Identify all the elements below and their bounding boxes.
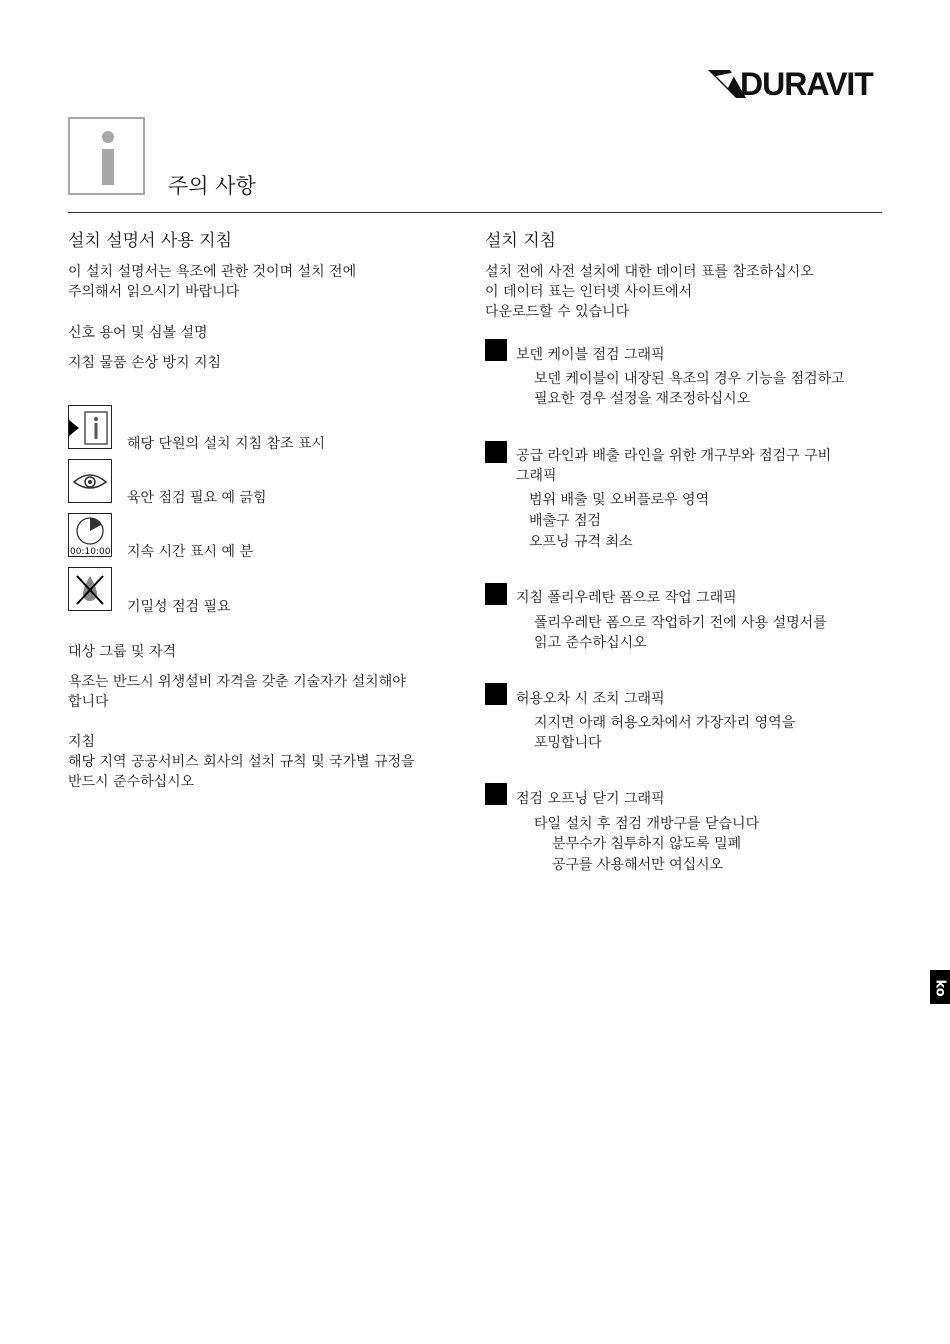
language-tab (930, 970, 950, 1004)
graphic-placeholder-1 (485, 339, 507, 361)
install-intro-3: 다운로드할 수 있습니다 (485, 304, 630, 320)
symbol-label-leak: 기밀성 점검 필요 (127, 599, 231, 615)
graphic-placeholder-4 (485, 683, 507, 705)
signals-heading: 신호 용어 및 심볼 설명 (68, 325, 208, 341)
graphic-placeholder-2 (485, 441, 507, 463)
no-leak-icon (68, 567, 112, 611)
item-4-line-1: 지지면 아래 허용오차에서 가장자리 영역을 (534, 715, 796, 731)
item-3-line-1: 폴리우레탄 폼으로 작업하기 전에 사용 설명서를 (534, 615, 827, 631)
item-1-line-2: 필요한 경우 설정을 재조정하십시오 (534, 391, 751, 407)
intro-line-2: 주의해서 읽으시기 바랍니다 (68, 284, 240, 300)
item-title-3: 지침 폴리우레탄 폼으로 작업 그래픽 (516, 590, 737, 606)
item-2-line-2: 배출구 점검 (529, 513, 602, 529)
item-2-line-3: 오프닝 규격 최소 (529, 534, 633, 550)
item-title-2b: 그래픽 (516, 468, 557, 484)
graphic-placeholder-3 (485, 583, 507, 605)
item-title-2: 공급 라인과 배출 라인을 위한 개구부와 점검구 구비 (516, 448, 832, 464)
symbol-label-clock: 지속 시간 표시 예 분 (127, 544, 253, 560)
note-line-2: 반드시 준수하십시오 (68, 774, 195, 790)
item-title-5: 점검 오프닝 닫기 그래픽 (516, 791, 665, 807)
item-5-line-2: 분무수가 침투하지 않도록 밀폐 (552, 836, 742, 852)
usage-heading: 설치 설명서 사용 지침 (68, 231, 233, 251)
info-icon (68, 117, 145, 195)
install-heading: 설치 지침 (485, 231, 557, 251)
item-title-4: 허용오차 시 조치 그래픽 (516, 691, 665, 707)
installation-reference-icon (68, 405, 112, 449)
install-intro-2: 이 데이터 표는 인터넷 사이트에서 (485, 284, 693, 300)
logo-text: DURAVIT (740, 66, 873, 102)
eye-icon (68, 459, 112, 503)
item-title-1: 보덴 케이블 점검 그래픽 (516, 347, 665, 363)
duravit-logo (706, 62, 890, 102)
item-5-line-3: 공구를 사용해서만 여십시오 (552, 857, 724, 873)
item-1-line-1: 보덴 케이블이 내장된 욕조의 경우 기능을 점검하고 (534, 371, 845, 387)
symbol-label-eye: 육안 점검 필요 예 긁힘 (127, 490, 267, 506)
item-5-line-1: 타일 설치 후 점검 개방구를 닫습니다 (534, 816, 760, 832)
clock-time: 00:10:00 (70, 547, 111, 556)
language-code: ko (932, 979, 948, 997)
target-line-1: 욕조는 반드시 위생설비 자격을 갖춘 기술자가 설치해야 (68, 674, 406, 690)
note-label: 지침 (68, 734, 96, 750)
intro-line-1: 이 설치 설명서는 욕조에 관한 것이며 설치 전에 (68, 264, 357, 280)
graphic-placeholder-5 (485, 783, 507, 805)
item-3-line-2: 읽고 준수하십시오 (534, 635, 647, 651)
item-2-line-1: 범위 배출 및 오버플로우 영역 (529, 492, 710, 508)
header-divider (68, 212, 882, 213)
item-4-line-2: 포밍합니다 (534, 735, 602, 751)
target-heading: 대상 그룹 및 자격 (68, 644, 177, 660)
clock-icon (68, 513, 112, 557)
note-line-1: 해당 지역 공공서비스 회사의 설치 규칙 및 국가별 규정을 (68, 754, 415, 770)
install-intro-1: 설치 전에 사전 설치에 대한 데이터 표를 참조하십시오 (485, 264, 814, 280)
signal-row: 지침 물품 손상 방지 지침 (68, 355, 222, 371)
target-line-2: 합니다 (68, 694, 109, 710)
symbol-label-reference: 해당 단원의 설치 지침 참조 표시 (127, 436, 326, 452)
page-title: 주의 사항 (168, 174, 256, 198)
